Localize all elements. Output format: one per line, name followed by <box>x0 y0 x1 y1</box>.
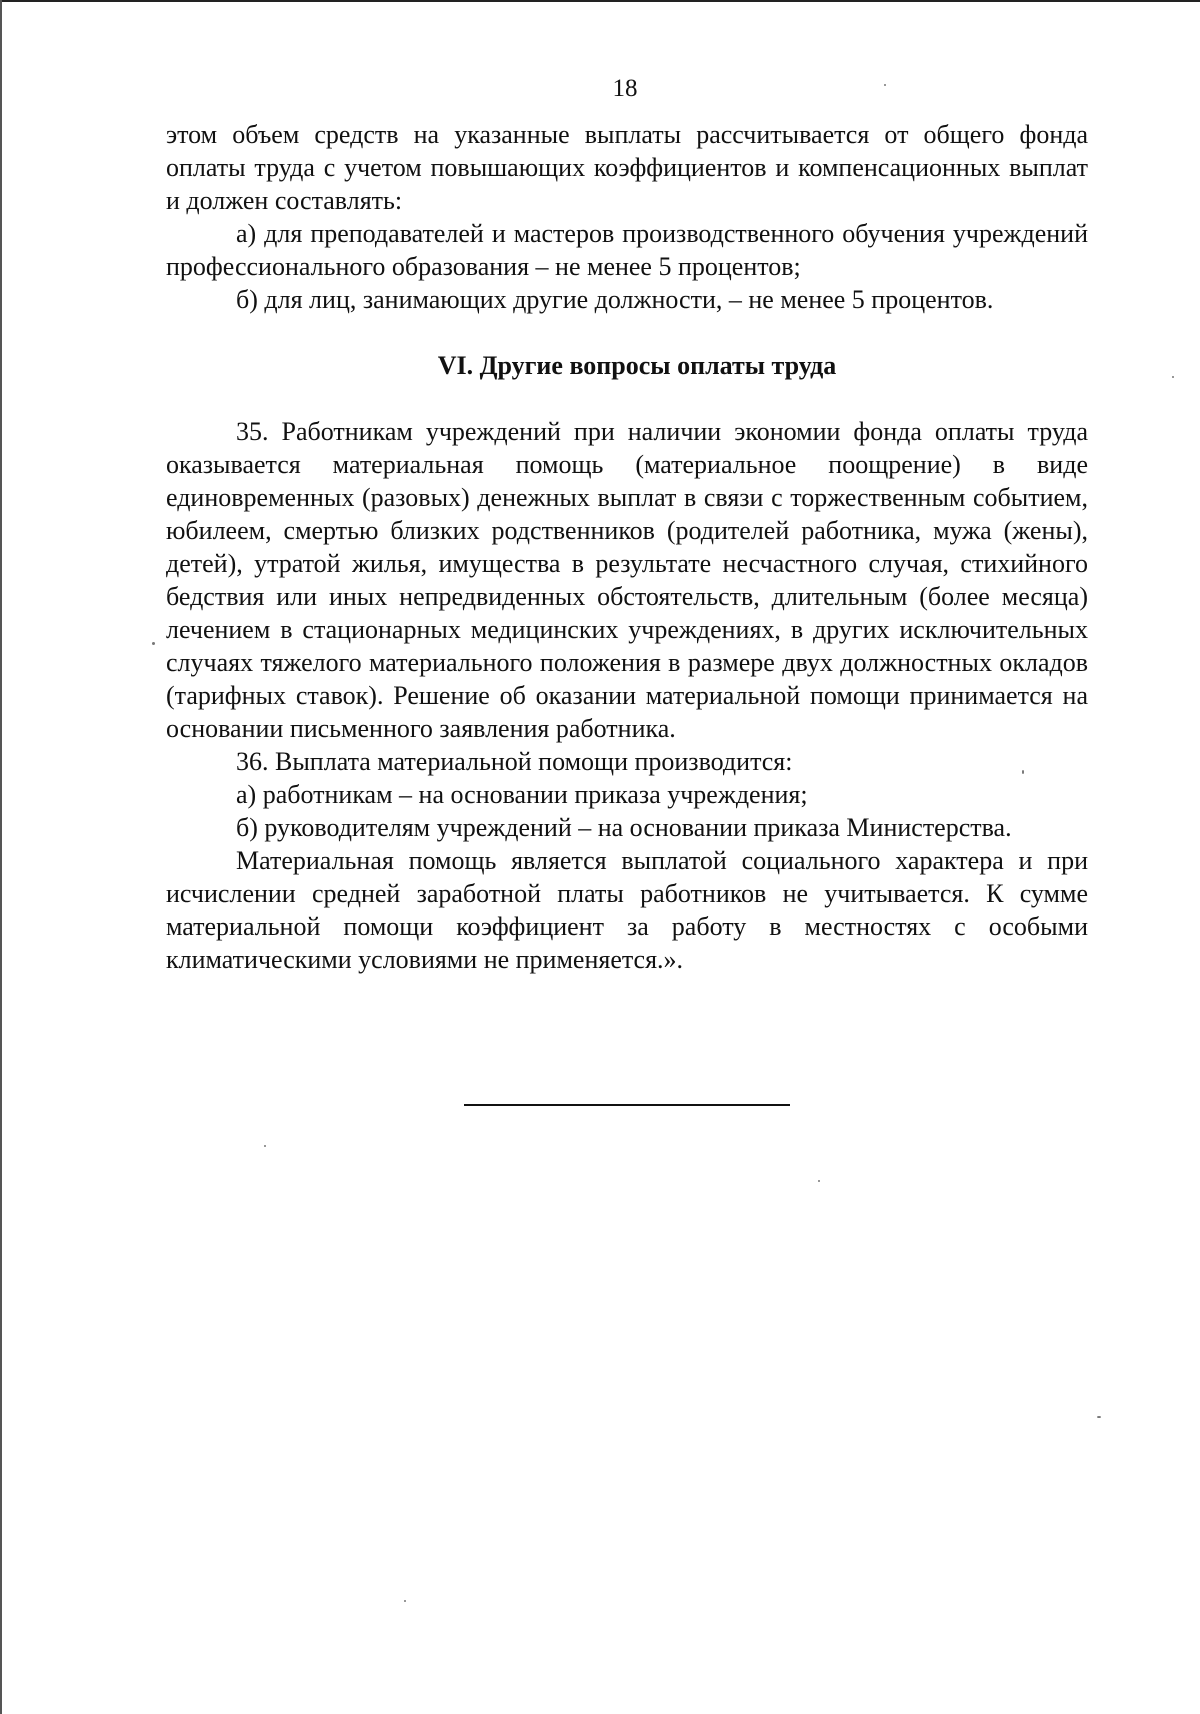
paragraph-payment-volume: этом объем средств на указанные выплаты рассчитывается от общего фонда оплаты труда с учетом повышающих коэффициентов и компенсационных выплат и должен составлять: <box>166 120 1088 215</box>
end-of-text-line <box>464 1104 790 1106</box>
scan-speck <box>1022 770 1024 774</box>
scan-speck <box>818 1180 820 1182</box>
paragraph-36-payment: 36. Выплата материальной помощи производится: <box>236 747 793 776</box>
paragraph-36-item-b: б) руководителям учреждений – на основании приказа Министерства. <box>236 813 1012 842</box>
scan-speck <box>1172 376 1174 378</box>
scan-speck <box>152 642 155 645</box>
paragraph-35-material-assistance: 35. Работникам учреждений при наличии экономии фонда оплаты труда оказывается материальная помощь (материальное поощрение) в виде единовременных (разовых) денежных выплат в связи с торжественным событием, юбилеем, смертью близких родственников (родителей работника, мужа (жены), детей), утратой жилья, имущества в результате несчастного случая, стихийного бедствия или иных непредвиденных обстоятельств, длительным (более месяца) лечением в стационарных медицинских учреждениях, в других исключительных случаях тяжелого материального положения в размере двух должностных окладов (тарифных ставок). Решение об оказании материальной помощи принимается на основании письменного заявления работника. <box>166 417 1088 743</box>
paragraph-36-item-a: а) работникам – на основании приказа учреждения; <box>236 780 808 809</box>
scan-border-left <box>0 0 2 1714</box>
paragraph-social-character: Материальная помощь является выплатой социального характера и при исчислении средней заработной платы работников не учитывается. К сумме материальной помощи коэффициент за работу в местностях с особыми климатическими условиями не применяется.». <box>166 846 1088 974</box>
page-number: 18 <box>612 75 638 102</box>
paragraph-item-a-teachers: а) для преподавателей и мастеров производственного обучения учреждений профессионального образования – не менее 5 процентов; <box>166 219 1088 281</box>
scan-speck <box>884 84 886 86</box>
paragraph-item-b-other-positions: б) для лиц, занимающих другие должности, – не менее 5 процентов. <box>236 285 994 314</box>
scan-speck <box>404 1600 406 1602</box>
document-body <box>166 118 1088 976</box>
scan-border-top <box>0 0 1200 2</box>
scan-speck <box>1097 1416 1101 1418</box>
section-heading: VI. Другие вопросы оплаты труда <box>437 351 837 380</box>
scan-speck <box>264 1145 266 1147</box>
